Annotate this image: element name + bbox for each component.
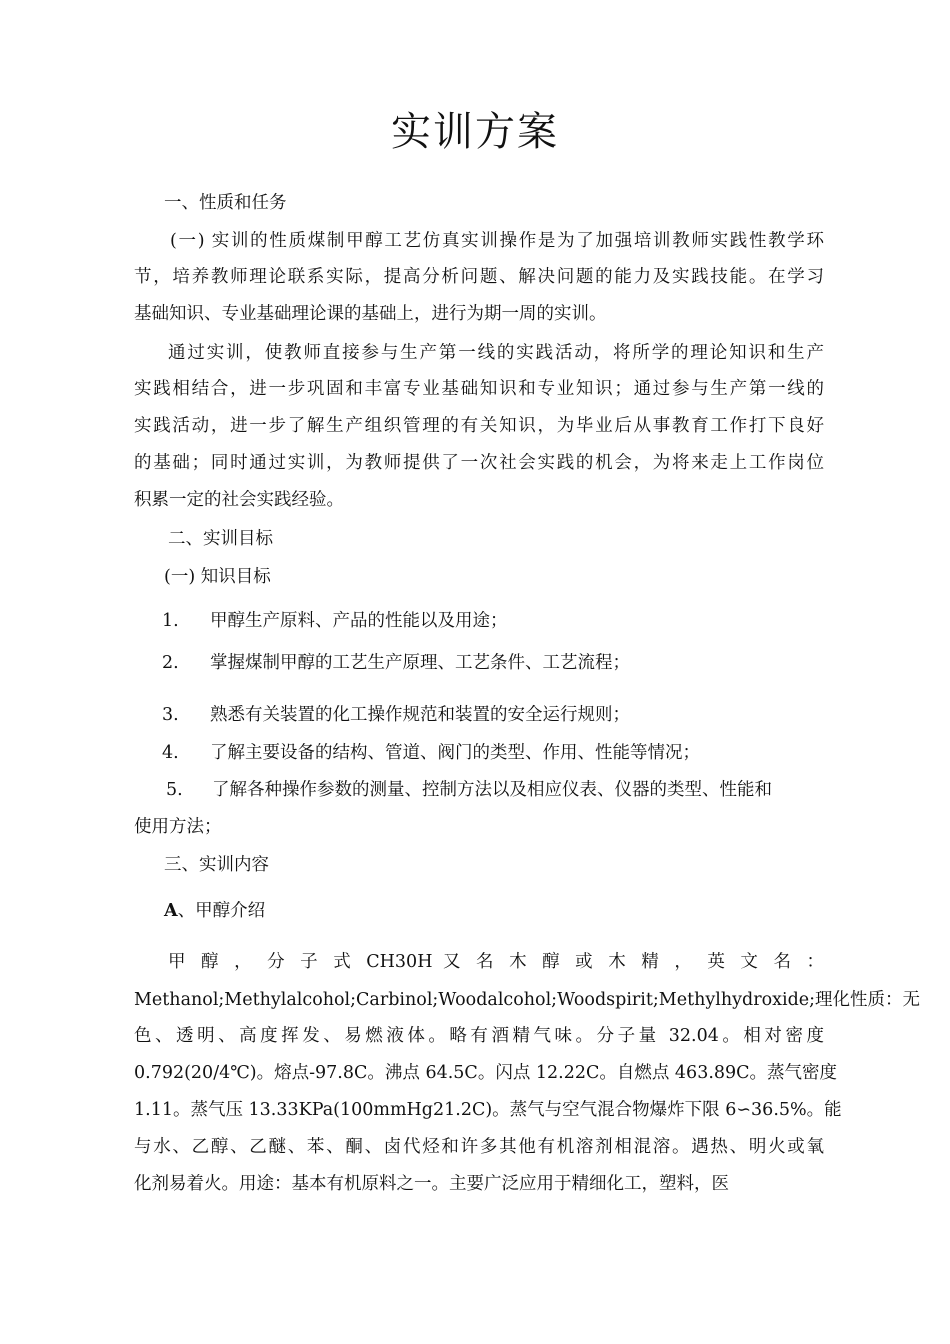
paragraph-3-line: 色、透明、高度挥发、易燃液体。略有酒精气味。分子量 32.04。相对密度 [134, 1026, 824, 1046]
paragraph-1-line: 节，培养教师理论联系实际，提高分析问题、解决问题的能力及实践技能。在学习 [134, 267, 824, 287]
document-title: 实训方案 [391, 109, 559, 155]
goal-number: 3. [162, 705, 179, 725]
goal-item [162, 606, 508, 636]
knowledge-goals-heading: (一) 知识目标 [164, 567, 271, 587]
goal-text: 了解主要设备的结构、管道、阀门的类型、作用、性能等情况； [210, 743, 700, 763]
subsection-a-text: 、甲醇介绍 [177, 901, 266, 921]
paragraph-3-line: 1.11。蒸气压 13.33KPa(100mmHg21.2C)。蒸气与空气混合物爆炸下限 6∽36.5%。能 [134, 1100, 842, 1120]
goal-text: 甲醇生产原料、产品的性能以及用途； [210, 611, 508, 631]
paragraph-2-line: 积累一定的社会实践经验。 [134, 490, 344, 510]
paragraph-3-line: 化剂易着火。用途：基本有机原料之一。主要广泛应用于精细化工，塑料，医 [134, 1174, 729, 1194]
goal-number: 1. [162, 611, 179, 631]
paragraph-3-line: Methanol;Methylalcohol;Carbinol;Woodalcohol;Woodspirit;Methylhydroxide;理化性质：无 [134, 990, 921, 1010]
paragraph-3-line: 与水、乙醇、乙醚、苯、酮、卤代烃和许多其他有机溶剂相混溶。遇热、明火或氧 [134, 1137, 824, 1157]
goal-item [162, 700, 630, 730]
paragraph-3-line: 甲 醇 ， 分 子 式 CH30H 又 名 木 醇 或 木 精 ， 英 文 名 ： [168, 952, 824, 972]
subsection-a-letter: A [164, 901, 178, 921]
paragraph-2-line: 实践相结合，进一步巩固和丰富专业基础知识和专业知识；通过参与生产第一线的 [134, 379, 824, 399]
paragraph-1-line: 基础知识、专业基础理论课的基础上，进行为期一周的实训。 [134, 304, 607, 324]
section-3-heading: 三、实训内容 [164, 855, 269, 875]
goal-5-continuation: 使用方法； [134, 817, 222, 837]
goal-text: 掌握煤制甲醇的工艺生产原理、工艺条件、工艺流程； [210, 653, 630, 673]
paragraph-2-line: 实践活动，进一步了解生产组织管理的有关知识，为毕业后从事教育工作打下良好 [134, 416, 824, 436]
paragraph-2-line: 的基础；同时通过实训，为教师提供了一次社会实践的机会，为将来走上工作岗位 [134, 453, 824, 473]
paragraph-3-line: 0.792(20/4℃)。熔点-97.8C。沸点 64.5C。闪点 12.22C。自燃点 463.89C。蒸气密度 [134, 1063, 838, 1083]
section-1-heading: 一、性质和任务 [164, 193, 287, 213]
goal-item [162, 738, 700, 768]
section-2-heading: 二、实训目标 [168, 529, 273, 549]
goal-text: 熟悉有关装置的化工操作规范和装置的安全运行规则； [210, 705, 630, 725]
goal-number: 2. [162, 653, 179, 673]
goal-number: 5. [166, 780, 183, 800]
paragraph-2-line: 通过实训，使教师直接参与生产第一线的实践活动，将所学的理论知识和生产 [168, 343, 824, 363]
goal-item [162, 648, 630, 678]
goal-number: 4. [162, 743, 179, 763]
paragraph-1-line: (一) 实训的性质煤制甲醇工艺仿真实训操作是为了加强培训教师实践性教学环 [170, 231, 824, 251]
goal-text: 了解各种操作参数的测量、控制方法以及相应仪表、仪器的类型、性能和 [212, 780, 772, 800]
goal-item [166, 775, 772, 805]
subsection-a-heading [164, 896, 824, 926]
